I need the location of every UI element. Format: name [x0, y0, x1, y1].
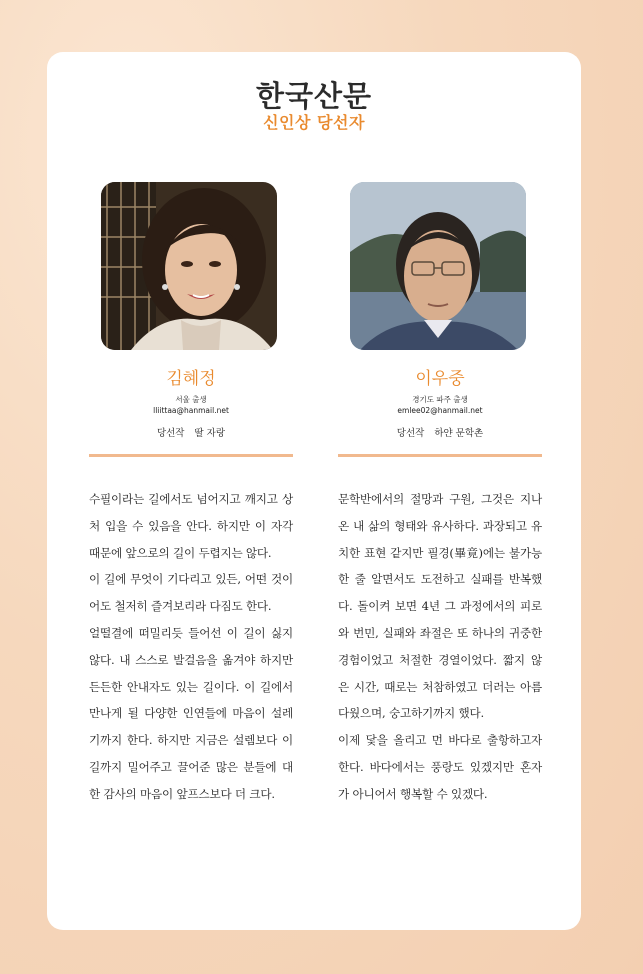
speech-paragraph: 얼떨결에 떠밀리듯 들어선 이 길이 싫지 않다. 내 스스로 발걸음을 옮겨야 하지만 든든한 안내자도 있는 길이다. 이 길에서 만나게 될 다양한 인연들에 마음이 설레기까지 한다. 하지만 지금은 설렘보다 이 길까지 밀어주고 끌어준 많은 분들에 대한 감사의 마음이 앞프스보다 더 크다.	[89, 625, 293, 801]
winning-work-title: 딸 자랑	[194, 428, 226, 439]
winner-name: 김혜정	[166, 369, 216, 389]
page-card	[47, 52, 581, 930]
magazine-title: 한국산문	[255, 79, 373, 113]
winner-birthplace: 경기도 파주 출생	[412, 395, 468, 404]
section-divider	[89, 454, 293, 457]
winner-name: 이우중	[415, 369, 465, 389]
winning-work-label: 당선작	[396, 428, 425, 439]
acceptance-speech	[338, 486, 542, 808]
winner-photo	[101, 182, 277, 350]
acceptance-speech	[89, 486, 293, 808]
winning-work-title: 하얀 문학촌	[434, 428, 484, 439]
section-divider	[338, 454, 542, 457]
page-subtitle: 신인상 당선자	[263, 113, 365, 132]
winning-work	[338, 425, 542, 439]
winner-birthplace: 서울 출생	[175, 395, 207, 404]
speech-paragraph: 문학반에서의 절망과 구원, 그것은 지나온 내 삶의 형태와 유사하다. 과장되고 유치한 표현 같지만 필경(畢竟)에는 불가능한 줄 알면서도 도전하고 실패를 반복했다. 돌이켜 보면 4년 그 과정에서의 피로와 번민, 실패와 좌절은 또 하나의 귀중한 경험이었고 처절한 경열이었다. 짧지 않은 시간, 때로는 처참하였고 더러는 아름다웠으며, 숭고하기까지 했다.	[338, 492, 542, 721]
winning-work	[89, 425, 293, 439]
winner-email: lliittaa@hanmail.net	[153, 406, 229, 415]
winner-email: emlee02@hanmail.net	[397, 406, 483, 415]
speech-paragraph: 이제 닻을 올리고 먼 바다로 출항하고자 한다. 바다에서는 풍랑도 있겠지만 혼자가 아니어서 행복할 수 있겠다.	[338, 733, 542, 801]
speech-paragraph: 이 길에 무엇이 기다리고 있든, 어떤 것이어도 철저히 즐겨보리라 다짐도 한다.	[89, 572, 293, 614]
winner-photo	[350, 182, 526, 350]
speech-paragraph: 수필이라는 길에서도 넘어지고 깨지고 상처 입을 수 있음을 안다. 하지만 이 자각 때문에 앞으로의 길이 두렵지는 않다.	[89, 492, 293, 560]
winning-work-label: 당선작	[156, 428, 185, 439]
